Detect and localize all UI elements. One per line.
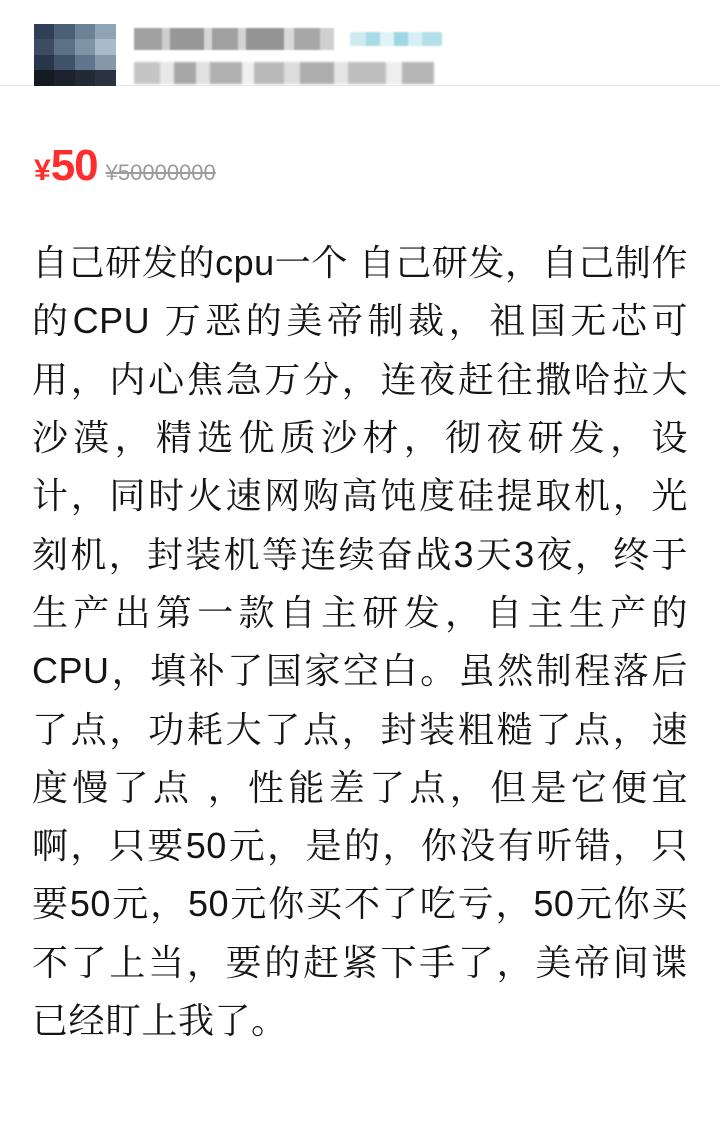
seller-tag-redacted — [350, 32, 442, 46]
seller-name-redacted — [134, 28, 334, 50]
seller-header[interactable] — [0, 0, 720, 86]
avatar[interactable] — [34, 24, 116, 86]
price-original: ¥50000000 — [105, 160, 216, 185]
price-row — [0, 86, 720, 188]
price-current: 50 — [50, 141, 98, 190]
seller-meta — [134, 22, 686, 84]
product-description: 自己研发的cpu一个 自己研发，自己制作的CPU 万恶的美帝制裁，祖国无芯可用，内心焦急万分，连夜赶往撒哈拉大沙漠，精选优质沙材，彻夜研发，设计，同时火速网购高饨度硅提取机，光刻机，封装机等连续奋战3天3夜，终于生产出第一款自主研发，自主生产的CPU，填补了国家空白。虽然制程落后了点，功耗大了点，封装粗糙了点，速度慢了点 ，性能差了点，但是它便宜啊，只要50元，是的，你没有听错，只要50元，50元你买不了吃亏，50元你买不了上当，要的赶紧下手了，美帝间谍已经盯上我了。 — [32, 242, 688, 1042]
seller-name-row — [134, 26, 686, 52]
price-currency-symbol: ¥ — [34, 154, 51, 187]
seller-subtitle-redacted — [134, 62, 434, 84]
